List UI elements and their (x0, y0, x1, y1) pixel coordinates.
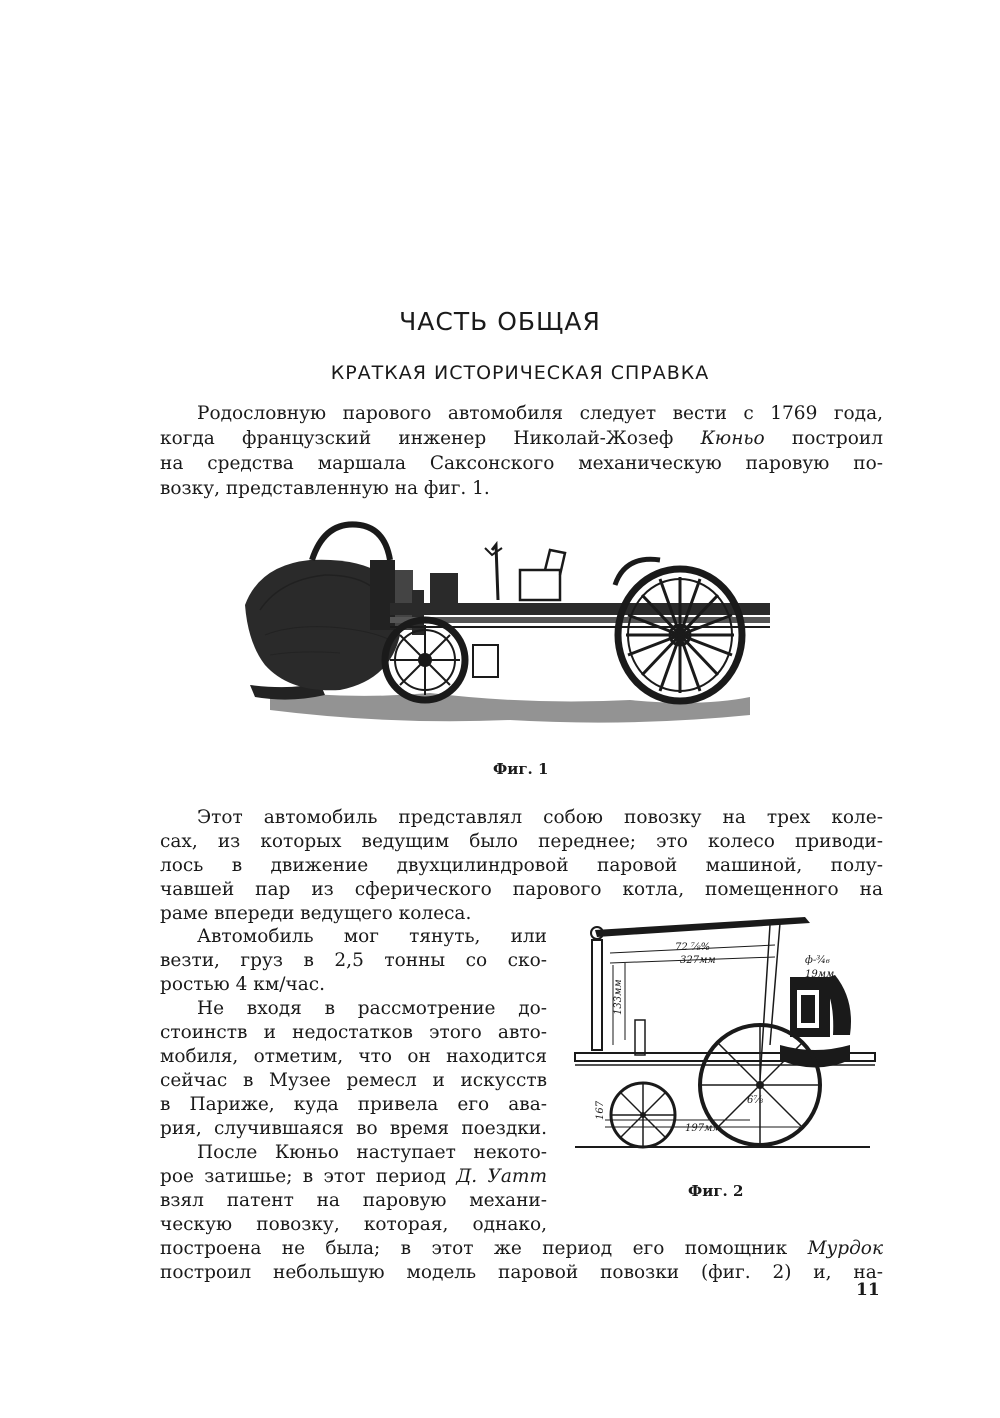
figure-2-illustration (565, 905, 885, 1155)
seat-and-steering (430, 545, 565, 605)
dimension-label: 19мм (805, 969, 835, 980)
paragraph-line: построил небольшую модель паровой повозки (фиг. 2) и, на- (160, 1262, 883, 1283)
rear-wheel (618, 569, 742, 701)
italic-name: Мурдок (807, 1238, 883, 1259)
paragraph-line: раме впереди ведущего колеса. (160, 903, 472, 924)
engine-cylinder (790, 975, 851, 1037)
dimension-label: 167 (595, 1100, 606, 1120)
text-span: когда французский инженер Николай-Жозеф (160, 428, 701, 449)
page-number: 11 (856, 1280, 880, 1300)
paragraph-line: в Париже, куда привела его ава- (160, 1094, 547, 1115)
paragraph-line: После Кюньо наступает некото- (197, 1142, 547, 1163)
paragraph-line: рия, случившаяся во время поездки. (160, 1118, 547, 1139)
paragraph-line: сах, из которых ведущим было переднее; это колесо приводи- (160, 831, 883, 852)
paragraph-line: взял патент на паровую механи- (160, 1190, 547, 1211)
steam-pipe (312, 524, 390, 560)
beam (591, 917, 810, 939)
paragraph-line: возку, представленную на фиг. 1. (160, 478, 490, 499)
text-span: построил (764, 428, 883, 449)
dimension-label: ф-¾₆ (805, 955, 830, 966)
paragraph-line: везти, груз в 2,5 тонны со ско- (160, 950, 547, 971)
paragraph-line: чавшей пар из сферического парового котла, помещенного на (160, 879, 883, 900)
dimension-label: 327мм (680, 955, 716, 966)
section-title: КРАТКАЯ ИСТОРИЧЕСКАЯ СПРАВКА (330, 362, 710, 384)
figure-2-caption: Фиг. 2 (688, 1182, 744, 1200)
paragraph-line: Родословную парового автомобиля следует вести с 1769 года, (197, 403, 883, 424)
dimension-label: 133мм (613, 979, 624, 1015)
paragraph-line: Этот автомобиль представлял собою повозку на трех коле- (197, 807, 883, 828)
italic-name: Кюньо (700, 428, 765, 449)
paragraph-line (160, 1165, 547, 1189)
column (592, 940, 602, 1050)
paragraph-line: ростью 4 км/час. (160, 974, 325, 995)
text-span: построена не была; в этот же период его помощник (160, 1238, 808, 1259)
paragraph-line: стоинств и недостатков этого авто- (160, 1022, 547, 1043)
paragraph-line (160, 1237, 883, 1261)
text-span: рое затишье; в этот период (160, 1166, 457, 1187)
figure-1-illustration (230, 515, 790, 730)
figure-1-caption: Фиг. 1 (493, 760, 549, 778)
dimension-label: 72 ⅞% (675, 942, 711, 953)
small-wheel (611, 1083, 675, 1147)
dimension-label: 197мм (685, 1123, 721, 1134)
paragraph-line: мобиля, отметим, что он находится (160, 1046, 547, 1067)
paragraph-line: Не входя в рассмотрение до- (197, 998, 547, 1019)
dimension-label: 6⅞ (747, 1095, 764, 1106)
part-title: ЧАСТЬ ОБЩАЯ (399, 307, 601, 336)
step (473, 645, 498, 677)
paragraph-line: на средства маршала Саксонского механическую паровую по- (160, 453, 883, 474)
italic-name: Д. Уатт (456, 1166, 547, 1187)
paragraph-line: ческую повозку, которая, однако, (160, 1214, 547, 1235)
front-wheel (385, 620, 465, 700)
paragraph-line: сейчас в Музее ремесл и искусств (160, 1070, 547, 1091)
paragraph-line: Автомобиль мог тянуть, или (197, 926, 547, 947)
paragraph-line: лось в движение двухцилиндровой паровой машиной, полу- (160, 855, 883, 876)
paragraph-line (160, 427, 883, 451)
connecting-rod (760, 923, 780, 1080)
